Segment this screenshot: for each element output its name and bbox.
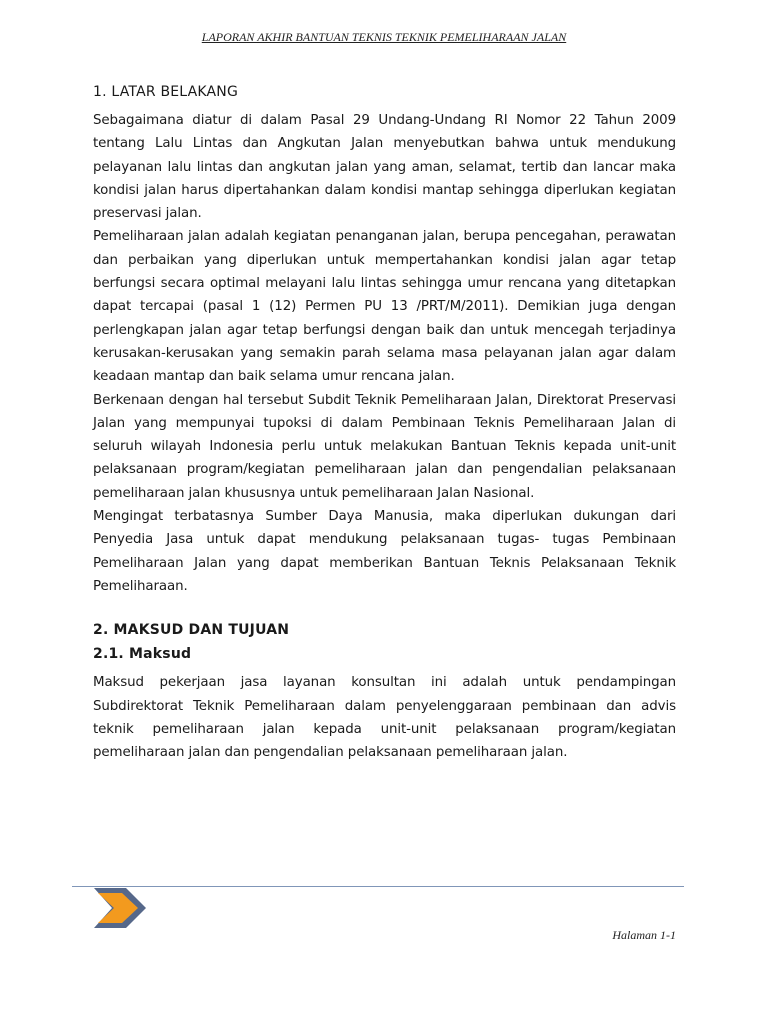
paragraph-2: Pemeliharaan jalan adalah kegiatan penanganan jalan, berupa pencegahan, perawatan dan perbaikan yang diperlukan untuk mempertahankan kondisi jalan agar tetap berfungsi secara optimal melayani lalu lintas sehingga umur rencana yang ditetapkan dapat tercapai (pasal 1 (12) Permen PU 13 /PRT/M/2011). Demikian juga dengan perlengkapan jalan agar tetap berfungsi dengan baik dan untuk mencegah terjadinya kerusakan-kerusakan yang semakin parah selama masa pelayanan jalan agar dalam keadaan mantap dan baik selama umur rencana jalan. bbox=[93, 229, 676, 385]
footer-rule bbox=[72, 886, 684, 887]
subsection-heading-maksud: 2.1. Maksud bbox=[93, 646, 192, 663]
paragraph-1: Sebagaimana diatur di dalam Pasal 29 Undang-Undang RI Nomor 22 Tahun 2009 tentang Lalu Lintas dan Angkutan Jalan menyebutkan bahwa untuk mendukung pelayanan lalu lintas dan angkutan jalan yang aman, selamat, tertib dan lancar maka kondisi jalan harus dipertahankan dalam kondisi mantap sehingga diperlukan kegiatan preservasi jalan. bbox=[93, 113, 676, 222]
paragraph-maksud: Maksud pekerjaan jasa layanan konsultan ini adalah untuk pendampingan Subdirektorat Teknik Pemeliharaan dalam penyelenggaraan pembinaan dan advis teknik pemeliharaan jalan kepada unit-unit pelaksanaan program/kegiatan pemeliharaan jalan dan pengendalian pelaksanaan pemeliharaan jalan. bbox=[93, 675, 676, 761]
section-heading-latar-belakang: 1. LATAR BELAKANG bbox=[93, 84, 239, 100]
running-header-title: LAPORAN AKHIR BANTUAN TEKNIS TEKNIK PEMELIHARAAN JALAN bbox=[201, 30, 567, 44]
chevron-logo-icon bbox=[88, 886, 152, 930]
document-body bbox=[93, 84, 676, 764]
paragraph-4: Mengingat terbatasnya Sumber Daya Manusia, maka diperlukan dukungan dari Penyedia Jasa untuk dapat mendukung pelaksanaan tugas- tugas Pembinaan Pemeliharaan Jalan yang dapat memberikan Bantuan Teknis Pelaksanaan Teknik Pemeliharaan. bbox=[93, 509, 676, 594]
section-heading-maksud-tujuan: 2. MAKSUD DAN TUJUAN bbox=[93, 622, 290, 639]
paragraph-3: Berkenaan dengan hal tersebut Subdit Teknik Pemeliharaan Jalan, Direktorat Preservasi Jalan yang mempunyai tupoksi di dalam Pembinaan Teknis Pemeliharaan Jalan di seluruh wilayah Indonesia perlu untuk melakukan Bantuan Teknis kepada unit-unit pelaksanaan program/kegiatan pemeliharaan jalan dan pengendalian pelaksanaan pemeliharaan jalan khususnya untuk pemeliharaan Jalan Nasional. bbox=[93, 392, 676, 501]
page-number: Halaman 1-1 bbox=[612, 928, 676, 942]
